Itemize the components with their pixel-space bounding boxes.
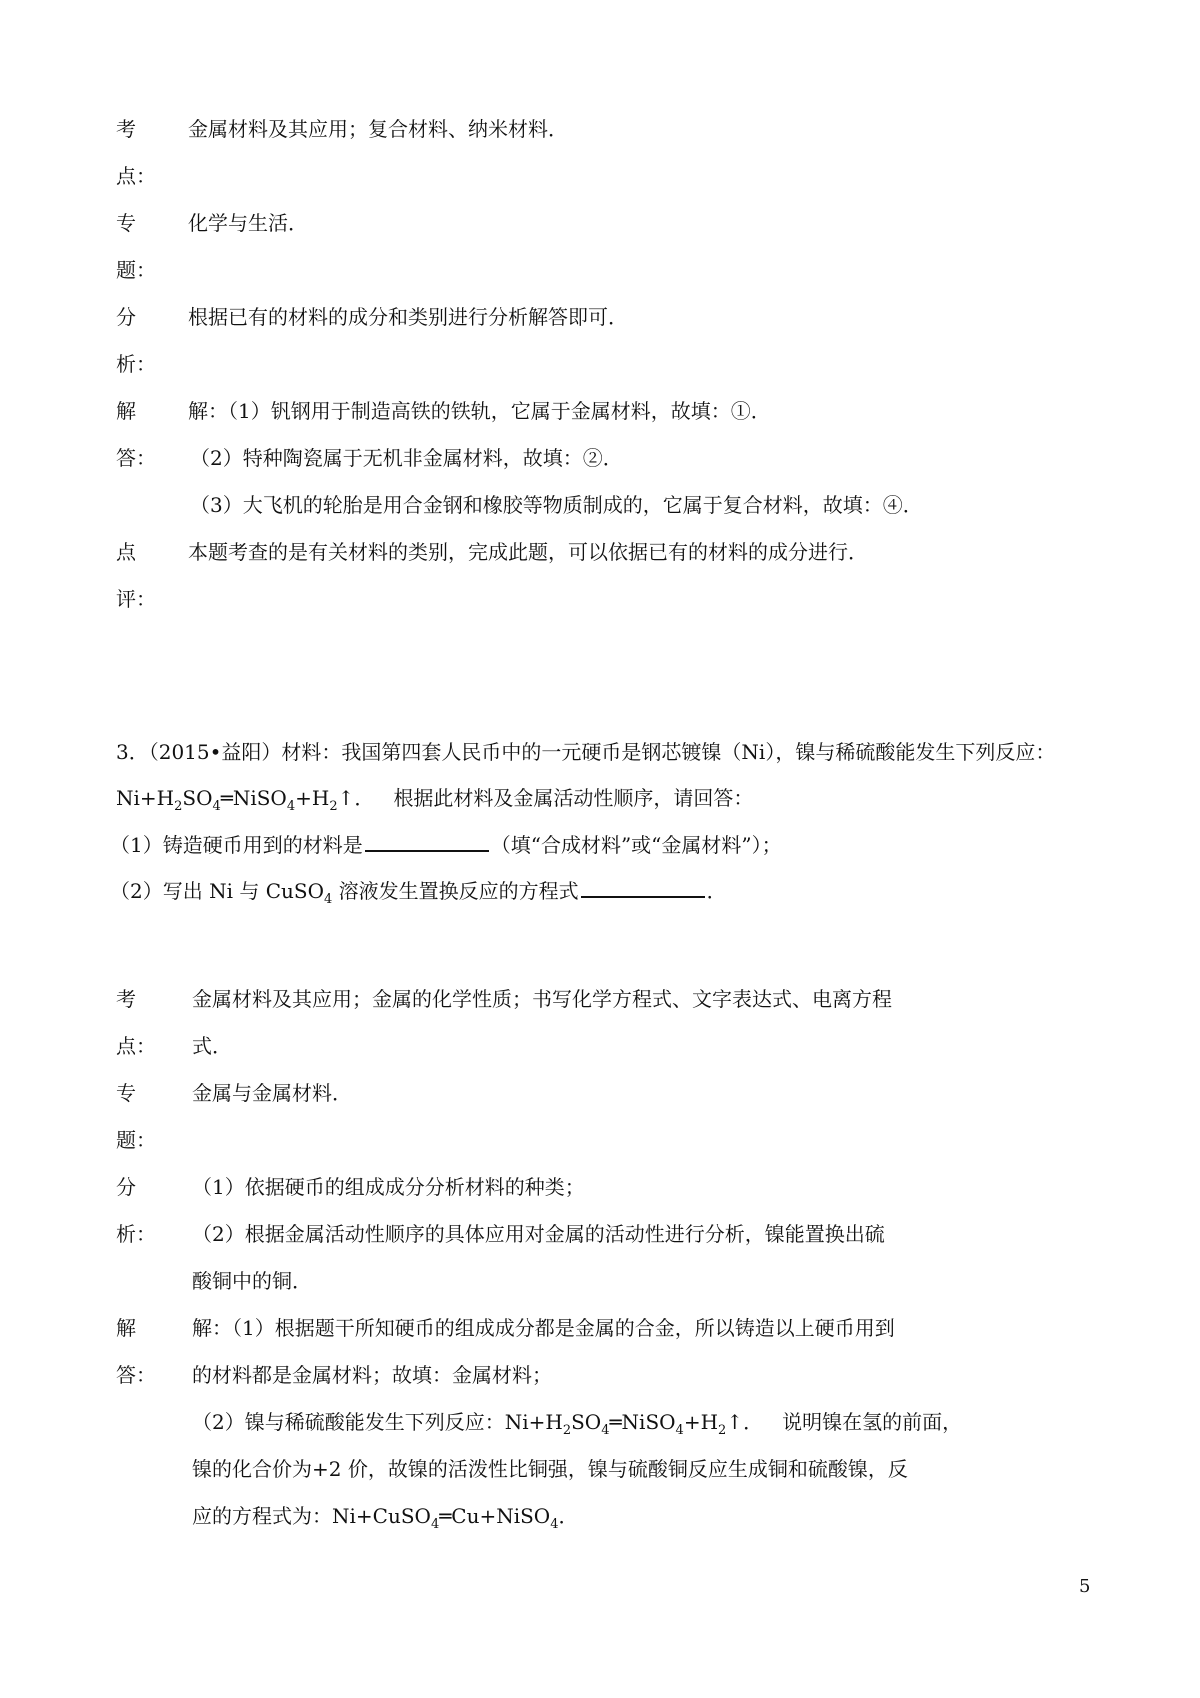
b2-kaodian-label-1: 考	[116, 987, 136, 1011]
dianping-label-2: 评：	[116, 587, 156, 611]
zhuanti-label-2: 题：	[116, 258, 156, 282]
dianping-label-1: 点	[116, 540, 136, 564]
b2-jieda-line-4: 镍的化合价为+2 价，故镍的活泼性比铜强，镍与硫酸铜反应生成铜和硫酸镍，反	[192, 1457, 908, 1481]
fenxi-text: 根据已有的材料的成分和类别进行分析解答即可．	[188, 305, 628, 329]
b2-jieda-label-2: 答：	[116, 1363, 156, 1387]
question-3-stem: 3．（2015•益阳）材料：我国第四套人民币中的一元硬币是钢芯镀镍（Ni），镍与稀硫酸能发生下列反应：	[116, 740, 1056, 764]
b2-jieda-line-5: 应的方程式为：Ni+CuSO$_4$═Cu+NiSO$_4$．	[192, 1504, 579, 1532]
jieda-line-3: （3）大飞机的轮胎是用合金钢和橡胶等物质制成的，它属于复合材料，故填：④．	[190, 493, 923, 517]
jieda-label-2: 答：	[116, 446, 156, 470]
dianping-text: 本题考查的是有关材料的类别，完成此题，可以依据已有的材料的成分进行．	[188, 540, 868, 564]
zhuanti-label-1: 专	[116, 211, 136, 235]
question-3-part-2: （2）写出 Ni 与 CuSO$_4$ 溶液发生置换反应的方程式 ．	[110, 876, 727, 914]
answer-blank-1[interactable]	[365, 830, 489, 852]
fenxi-label-1: 分	[116, 305, 136, 329]
jieda-line-2: （2）特种陶瓷属于无机非金属材料，故填：②．	[190, 446, 623, 470]
question-3-part-1: （1）铸造硬币用到的材料是 （填“合成材料”或“金属材料”）；	[110, 830, 782, 859]
jieda-label-1: 解	[116, 399, 136, 423]
b2-jieda-line-1: 解：（1）根据题干所知硬币的组成成分都是金属的合金，所以铸造以上硬币用到	[192, 1316, 895, 1340]
b2-zhuanti-text: 金属与金属材料．	[192, 1081, 352, 1105]
b2-jieda-label-1: 解	[116, 1316, 136, 1340]
jieda-line-1: 解：（1）钒钢用于制造高铁的铁轨，它属于金属材料，故填：①．	[188, 399, 771, 423]
kaodian-label-1: 考	[116, 117, 136, 141]
b2-kaodian-line-2: 式．	[192, 1034, 232, 1058]
b2-zhuanti-label-2: 题：	[116, 1128, 156, 1152]
b2-fenxi-line-1: （1）依据硬币的组成成分分析材料的种类；	[192, 1175, 585, 1199]
b2-jieda-line-2: 的材料都是金属材料；故填：金属材料；	[192, 1363, 552, 1387]
kaodian-text: 金属材料及其应用；复合材料、纳米材料．	[188, 117, 568, 141]
b2-fenxi-label-1: 分	[116, 1175, 136, 1199]
answer-blank-2[interactable]	[581, 876, 705, 898]
page-number: 5	[1079, 1576, 1091, 1597]
fenxi-label-2: 析：	[116, 352, 156, 376]
zhuanti-text: 化学与生活．	[188, 211, 308, 235]
b2-kaodian-label-2: 点：	[116, 1034, 156, 1058]
b2-fenxi-line-3: 酸铜中的铜．	[192, 1269, 312, 1293]
b2-fenxi-line-2: （2）根据金属活动性顺序的具体应用对金属的活动性进行分析，镍能置换出硫	[192, 1222, 885, 1246]
b2-jieda-line-3: （2）镍与稀硫酸能发生下列反应：$Ni+H_2SO_4═NiSO_4+H_2↑$． 说明镍在氢的前面，	[192, 1410, 963, 1438]
b2-kaodian-line-1: 金属材料及其应用；金属的化学性质；书写化学方程式、文字表达式、电离方程	[192, 987, 892, 1011]
b2-zhuanti-label-1: 专	[116, 1081, 136, 1105]
b2-fenxi-label-2: 析：	[116, 1222, 156, 1246]
question-3-equation: $Ni+H_2SO_4═NiSO_4+H_2↑$． 根据此材料及金属活动性顺序，请回答：	[116, 786, 754, 814]
kaodian-label-2: 点：	[116, 164, 156, 188]
